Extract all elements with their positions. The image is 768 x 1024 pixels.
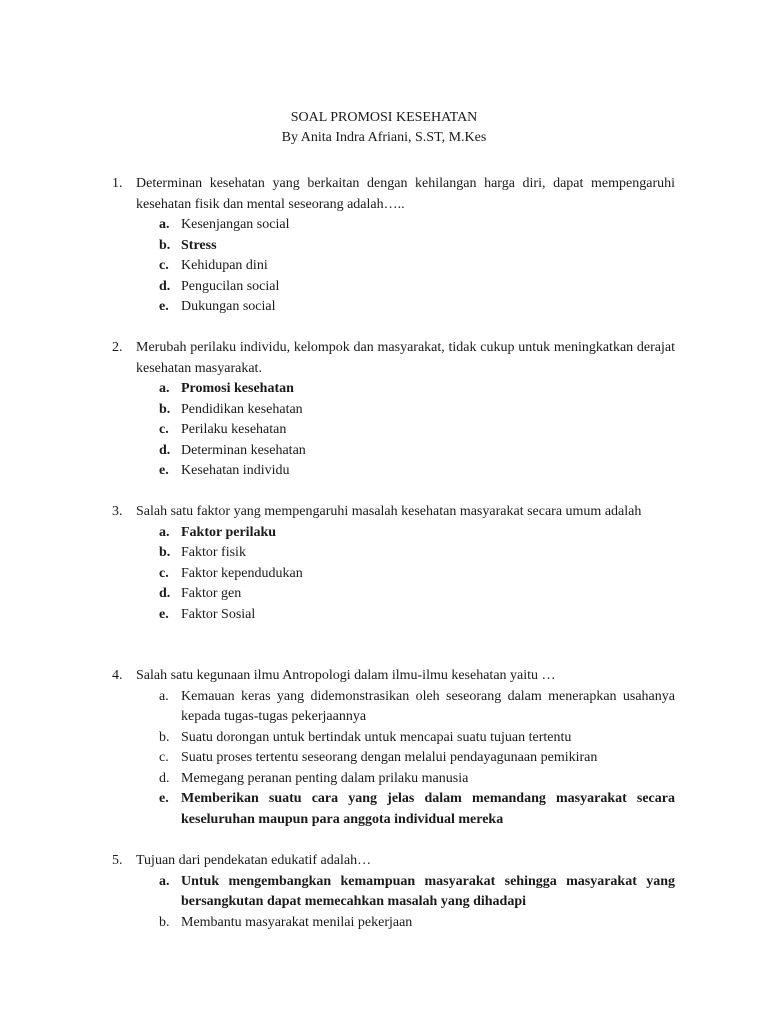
option-text: Pengucilan social xyxy=(181,278,280,294)
option-label: e. xyxy=(159,606,169,622)
option-label: b. xyxy=(159,729,170,745)
option-text: Memegang peranan penting dalam prilaku manusia xyxy=(181,770,469,786)
option-text: Dukungan social xyxy=(181,299,276,314)
option-label: e. xyxy=(159,299,169,314)
document-title: SOAL PROMOSI KESEHATAN xyxy=(290,110,478,125)
option-label: b. xyxy=(159,545,171,560)
question-5 xyxy=(112,851,675,933)
question-number: 3. xyxy=(112,504,123,519)
option-label: e. xyxy=(159,463,169,478)
option-text-answer: Memberikan suatu cara yang jelas dalam memandang masyarakat secara keseluruhan maupun para anggota individual mereka xyxy=(181,791,675,827)
question-number: 2. xyxy=(112,340,123,355)
option-text: Suatu proses tertentu seseorang dengan melalui pendayagunaan pemikiran xyxy=(181,750,598,765)
option-label: b. xyxy=(159,401,171,417)
document-author: By Anita Indra Afriani, S.ST, M.Kes xyxy=(281,130,487,145)
option-label: e. xyxy=(159,791,169,806)
option-list xyxy=(112,215,675,318)
option-list xyxy=(112,687,675,831)
question-number: 1. xyxy=(112,176,123,191)
question-text: Determinan kesehatan yang berkaitan dengan kehilangan harga diri, dapat mempengaruhi kesehatan fisik dan mental seseorang adalah….. xyxy=(136,176,675,212)
option-text: Kemauan keras yang didemonstrasikan oleh seseorang dalam menerapkan usahanya kepada tugas-tugas pekerjaannya xyxy=(181,688,675,724)
option-label: b. xyxy=(159,237,171,253)
question-3 xyxy=(112,502,675,625)
option-text-answer: Untuk mengembangkan kemampuan masyarakat sehingga masyarakat yang bersangkutan dapat memecahkan masalah yang dihadapi xyxy=(181,873,675,909)
option-text: Suatu dorongan untuk bertindak untuk mencapai suatu tujuan tertentu xyxy=(181,729,572,745)
option-text: Pendidikan kesehatan xyxy=(181,401,303,417)
option-list xyxy=(112,872,675,934)
option-text: Perilaku kesehatan xyxy=(181,422,287,437)
option-label: c. xyxy=(159,565,169,581)
option-label: d. xyxy=(159,770,170,786)
option-label: c. xyxy=(159,422,169,437)
question-text: Tujuan dari pendekatan edukatif adalah… xyxy=(136,853,372,868)
question-number: 5. xyxy=(112,853,123,868)
option-list xyxy=(112,523,675,626)
option-label: a. xyxy=(159,873,170,889)
option-label: d. xyxy=(159,278,171,294)
question-1 xyxy=(112,174,675,318)
option-text: Faktor Sosial xyxy=(181,606,256,622)
option-text: Faktor fisik xyxy=(181,545,246,560)
option-text: Faktor gen xyxy=(181,586,242,601)
option-label: c. xyxy=(159,258,169,273)
option-label: d. xyxy=(159,442,171,458)
option-text-answer: Stress xyxy=(181,237,217,253)
option-label: c. xyxy=(159,750,169,765)
option-text-answer: Faktor perilaku xyxy=(181,524,277,540)
option-label: a. xyxy=(159,688,169,704)
option-text: Kesenjangan social xyxy=(181,217,290,232)
option-label: b. xyxy=(159,914,170,930)
option-label: d. xyxy=(159,586,171,601)
question-text: Salah satu kegunaan ilmu Antropologi dalam ilmu-ilmu kesehatan yaitu … xyxy=(136,668,556,683)
option-text: Kehidupan dini xyxy=(181,258,268,273)
question-4 xyxy=(112,666,675,830)
option-label: a. xyxy=(159,217,170,232)
document-header xyxy=(0,108,768,148)
option-text: Membantu masyarakat menilai pekerjaan xyxy=(181,914,413,930)
option-label: a. xyxy=(159,524,170,540)
question-2 xyxy=(112,338,675,482)
option-text: Faktor kependudukan xyxy=(181,565,303,581)
question-number: 4. xyxy=(112,668,123,683)
question-text: Salah satu faktor yang mempengaruhi masalah kesehatan masyarakat secara umum adalah xyxy=(136,504,642,519)
option-label: a. xyxy=(159,381,170,396)
option-list xyxy=(112,379,675,482)
option-text: Kesehatan individu xyxy=(181,463,290,478)
question-text: Merubah perilaku individu, kelompok dan masyarakat, tidak cukup untuk meningkatkan derajat kesehatan masyarakat. xyxy=(136,340,675,376)
option-text: Determinan kesehatan xyxy=(181,442,306,458)
option-text-answer: Promosi kesehatan xyxy=(181,381,294,396)
